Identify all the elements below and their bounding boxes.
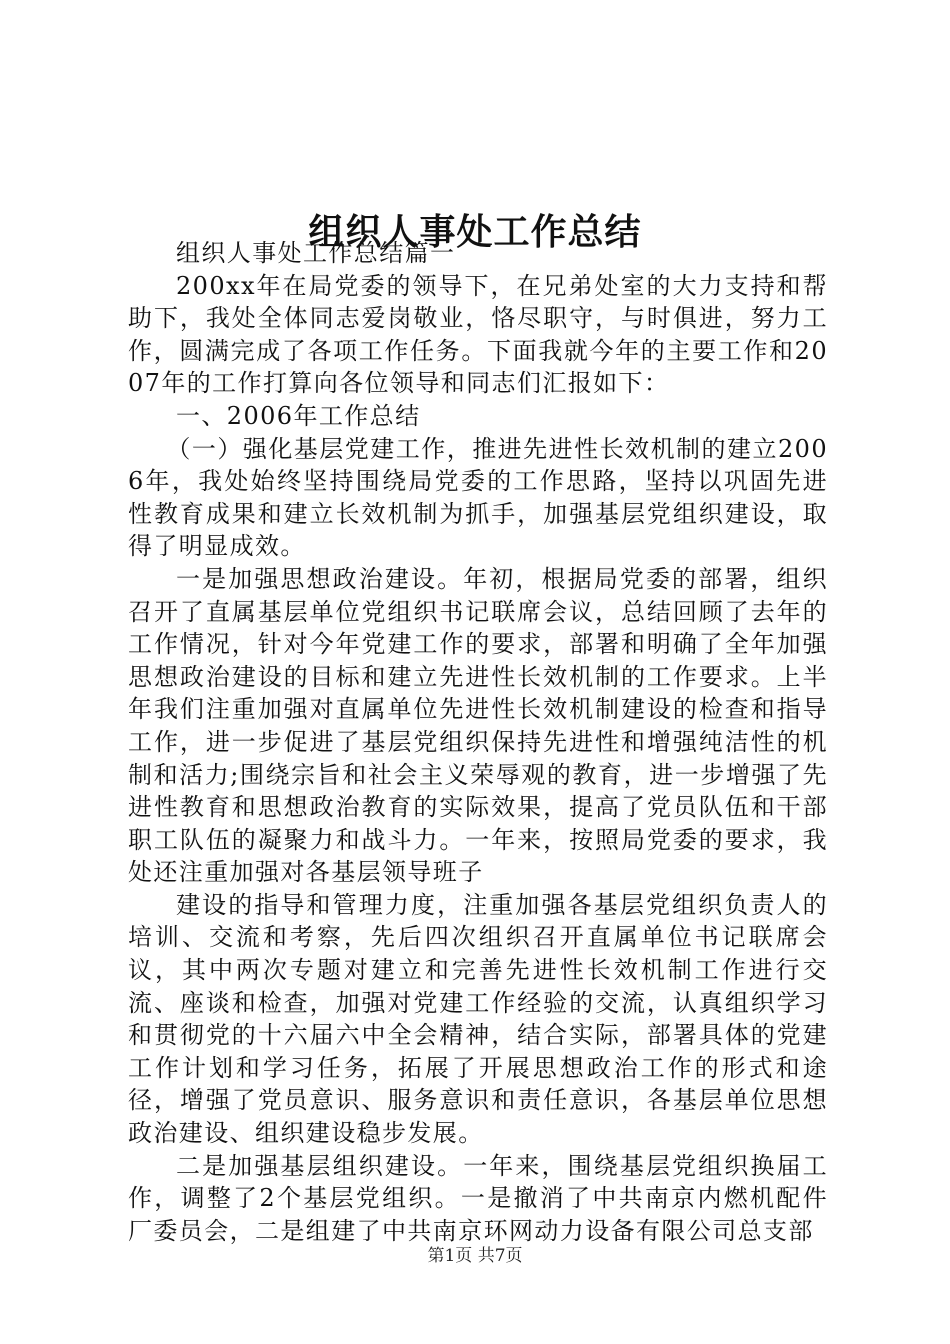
section-heading-article-one: 组织人事处工作总结篇一 [176,239,456,267]
paragraph-intro: 200xx年在局党委的领导下，在兄弟处室的大力支持和帮助下，我处全体同志爱岗敬业，恪尽职守，与时俱进，努力工作，圆满完成了各项工作任务。下面我就今年的主要工作和2007年的工作打算向各位领导和同志们汇报如下： [128,271,828,398]
page-number-footer: 第1页 共7页 [427,1246,523,1266]
paragraph-grassroots-organization: 二是加强基层组织建设。一年来，围绕基层党组织换届工作，调整了2个基层党组织。一是撤消了中共南京内燃机配件厂委员会，二是组建了中共南京环网动力设备有限公司总支部 [128,1151,828,1245]
paragraph-guidance-management: 建设的指导和管理力度，注重加强各基层党组织负责人的培训、交流和考察，先后四次组织召开直属单位书记联席会议，其中两次专题对建立和完善先进性长效机制工作进行交流、座谈和检查，加强对党建工作经验的交流，认真组织学习和贯彻党的十六届六中全会精神，结合实际，部署具体的党建工作计划和学习任务，拓展了开展思想政治工作的形式和途径，增强了党员意识、服务意识和责任意识，各基层单位思想政治建设、组织建设稳步发展。 [128,890,828,1148]
paragraph-ideological-building: 一是加强思想政治建设。年初，根据局党委的部署，组织召开了直属基层单位党组织书记联席会议，总结回顾了去年的工作情况，针对今年党建工作的要求，部署和明确了全年加强思想政治建设的目标和建立先进性长效机制的工作要求。上半年我们注重加强对直属单位先进性长效机制建设的检查和指导工作，进一步促进了基层党组织保持先进性和增强纯洁性的机制和活力;围绕宗旨和社会主义荣辱观的教育，进一步增强了先进性教育和思想政治教育的实际效果，提高了党员队伍和干部职工队伍的凝聚力和战斗力。一年来，按照局党委的要求，我处还注重加强对各基层领导班子 [128,564,828,887]
paragraph-party-building: （一）强化基层党建工作，推进先进性长效机制的建立2006年，我处始终坚持围绕局党委的工作思路，坚持以巩固先进性教育成果和建立长效机制为抓手，加强基层党组织建设，取得了明显成效。 [128,434,828,561]
document-body [128,237,828,1247]
page-title: 组织人事处工作总结 [308,211,642,254]
section-heading-2006-summary: 一、2006年工作总结 [176,401,421,430]
